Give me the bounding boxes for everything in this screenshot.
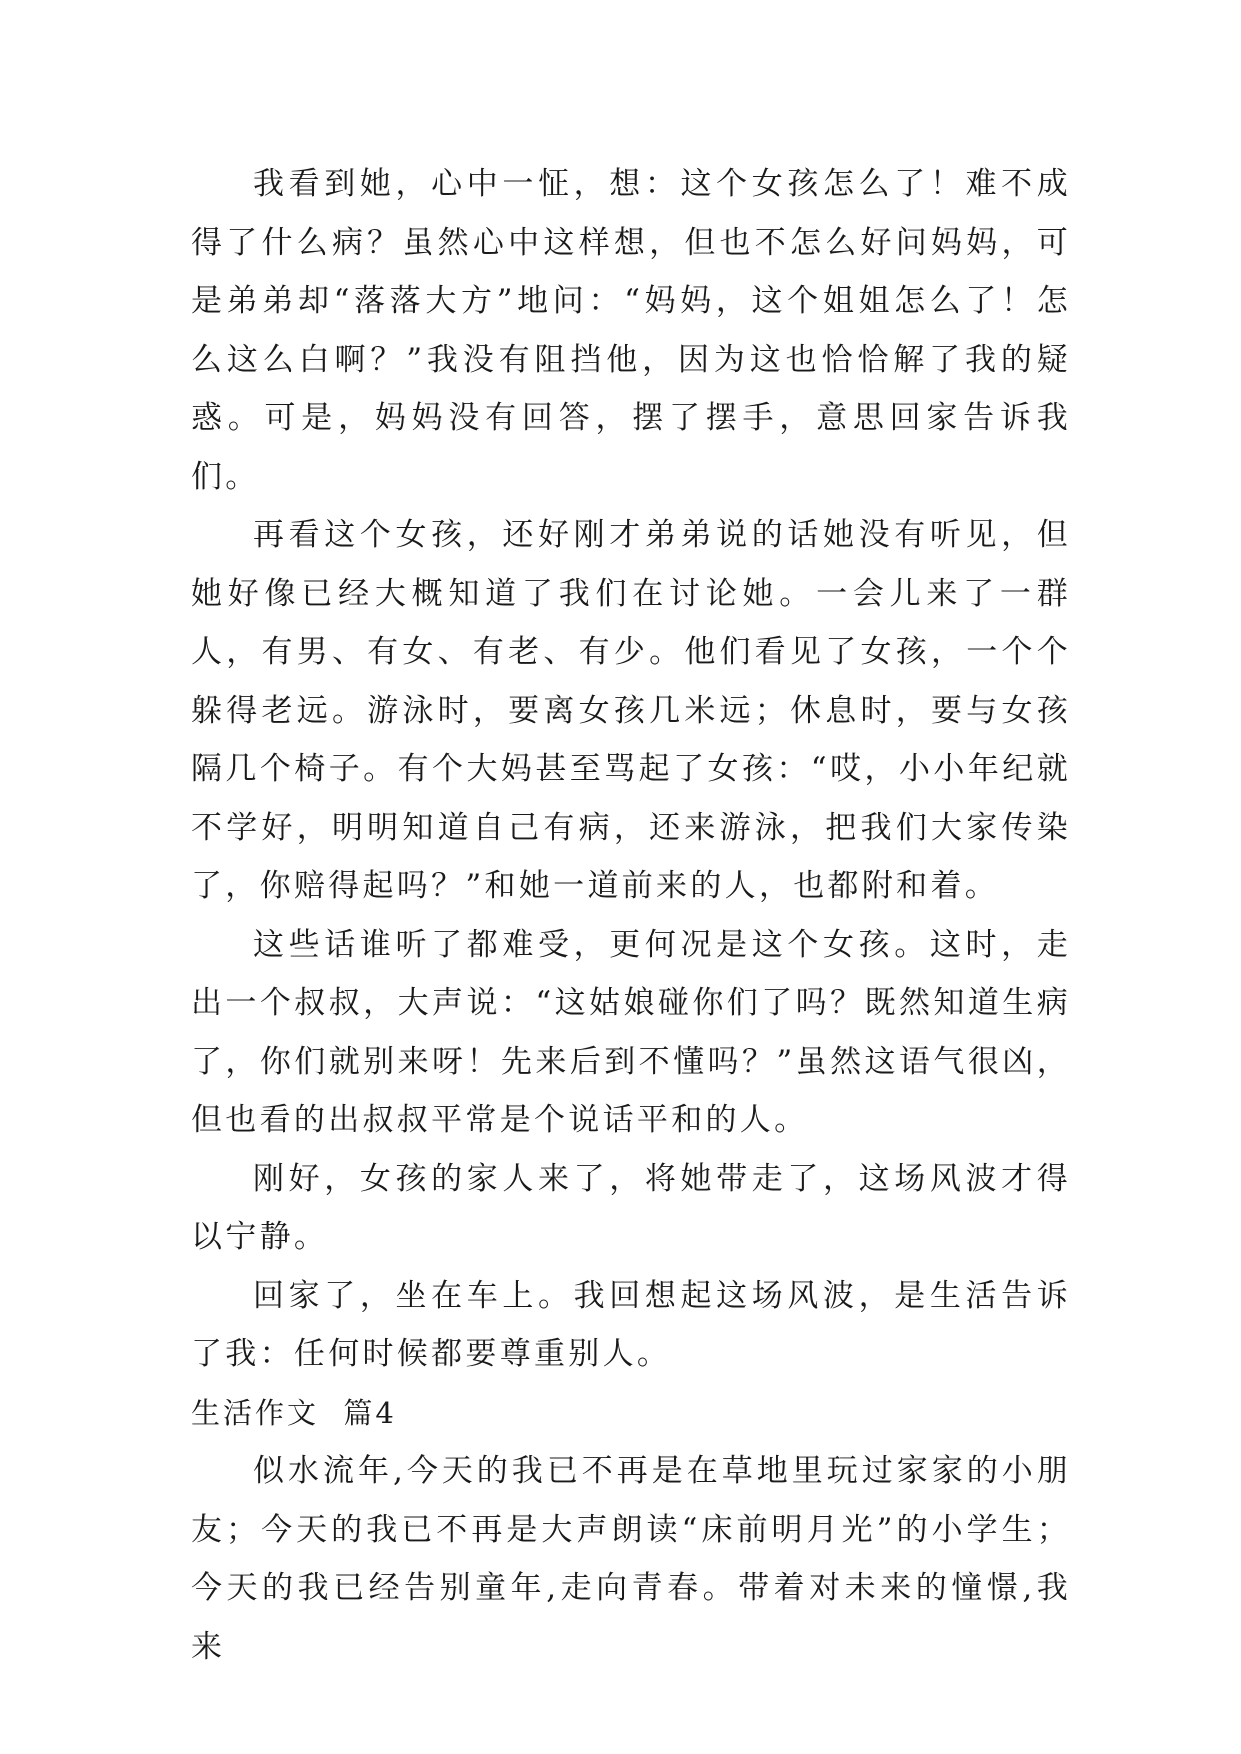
paragraph: 这些话谁听了都难受，更何况是这个女孩。这时，走出一个叔叔，大声说：“这姑娘碰你们了吗？既然知道生病了，你们就别来呀！先来后到不懂吗？”虽然这语气很凶，但也看的出叔叔平常是个说话平和的人。 bbox=[191, 926, 1071, 1138]
paragraph: 回家了，坐在车上。我回想起这场风波，是生活告诉了我：任何时候都要尊重别人。 bbox=[191, 1277, 1071, 1372]
section-heading: 生活作文 篇4 bbox=[191, 1395, 397, 1430]
document-body bbox=[191, 155, 1071, 1676]
paragraph: 再看这个女孩，还好刚才弟弟说的话她没有听见，但她好像已经大概知道了我们在讨论她。一会儿来了一群人，有男、有女、有老、有少。他们看见了女孩，一个个躲得老远。游泳时，要离女孩几米远；休息时，要与女孩隔几个椅子。有个大妈甚至骂起了女孩：“哎，小小年纪就不学好，明明知道自己有病，还来游泳，把我们大家传染了，你赔得起吗？”和她一道前来的人，也都附和着。 bbox=[191, 517, 1071, 904]
paragraph: 似水流年,今天的我已不再是在草地里玩过家家的小朋友；今天的我已不再是大声朗读“床前明月光”的小学生；今天的我已经告别童年,走向青春。带着对未来的憧憬,我来 bbox=[191, 1453, 1071, 1665]
paragraph: 我看到她，心中一怔，想：这个女孩怎么了！难不成得了什么病？虽然心中这样想，但也不怎么好问妈妈，可是弟弟却“落落大方”地问：“妈妈，这个姐姐怎么了！怎么这么白啊？”我没有阻挡他，因为这也恰恰解了我的疑惑。可是，妈妈没有回答，摆了摆手，意思回家告诉我们。 bbox=[191, 166, 1071, 495]
paragraph: 刚好，女孩的家人来了，将她带走了，这场风波才得以宁静。 bbox=[191, 1160, 1071, 1255]
